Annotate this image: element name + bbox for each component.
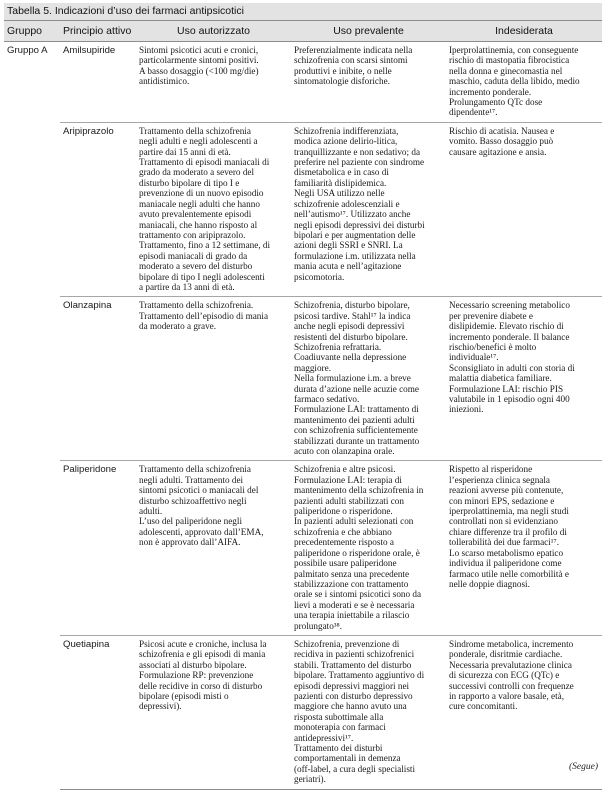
header-prevalent-use: Uso prevalente [291,21,446,42]
table-row [4,461,602,636]
undesired-cell: Necessario screening metabolico per prevenire diabete e dislipidemie. Elevato rischio di incremento ponderale. Il balance rischio/benefici è molto individuale¹⁷. Sconsigliato in adulti con storia di malattia diabetica familiare. Formulazione LAI: rischio PIS valutabile in 1 episodio ogni 400 iniezioni. [446,297,602,461]
table-caption: Tabella 5. Indicazioni d’uso dei farmaci antipsicotici [4,3,602,20]
antipsychotics-table [4,20,602,790]
undesired-cell: Sindrome metabolica, incremento ponderale, disritmie cardiache. Necessaria prevalutazione clinica di sicurezza con ECG (QTc) e successivi controlli con frequenze in rapporto a valore basale, età, cure concomitanti. [446,635,602,789]
undesired-cell: Rischio di acatisia. Nausea e vomito. Basso dosaggio può causare agitazione e ansia. [446,122,602,297]
undesired-cell: Iperprolattinemia, con conseguente rischio di mastopatia fibrocistica nella donna e ginecomastia nel maschio, caduta della libido, medio incremento ponderale. Prolungamento QTc dose dipendente¹⁷. [446,42,602,123]
continuation-note: (Segue) [568,762,598,772]
prevalent-use-cell: Schizofrenia, disturbo bipolare, psicosi tardive. Stahl¹⁷ la indica anche negli episodi depressivi resistenti del disturbo bipolare. Schizofrenia refrattaria. Coadiuvante nella depressione maggiore. Nella formulazione i.m. a breve durata d’azione nelle acuzie come farmaco sedativo. Formulazione LAI: trattamento di mantenimento dei pazienti adulti con schizofrenia sufficientemente stabilizzati durante un trattamento acuto con olanzapina orale. [291,297,446,461]
prevalent-use-cell: Schizofrenia e altre psicosi. Formulazione LAI: terapia di mantenimento della schizofrenia in pazienti adulti stabilizzati con paliperidone o risperidone. In pazienti adulti selezionati con schizofrenia e che abbiano precedentemente risposto a paliperidone o risperidone orale, è possibile usare paliperidone palmitato senza una precedente stabilizzazione con trattamento orale se i sintomi psicotici sono da lievi a moderati e se è necessaria una terapia iniettabile a rilascio prolungato³⁸. [291,461,446,636]
table-row [4,635,602,789]
header-drug: Principio attivo [60,21,136,42]
header-row [4,21,602,42]
prevalent-use-cell: Preferenzialmente indicata nella schizofrenia con scarsi sintomi produttivi e inibite, o nelle sintomatologie disforiche. [291,42,446,123]
document [4,3,602,790]
table-row [4,297,602,461]
drug-name: Amilsupiride [60,42,136,123]
authorized-use-cell: Trattamento della schizofrenia negli adulti e negli adolescenti a partire dai 15 anni di età. Trattamento di episodi maniacali di grado da moderato a severo del disturbo bipolare di tipo I e prevenzione di un nuovo episodio maniacale negli adulti che hanno avuto prevalentemente episodi maniacali, che hanno risposto al trattamento con aripiprazolo. Trattamento, fino a 12 settimane, di episodi maniacali di grado da moderato a severo del disturbo bipolare di tipo I negli adolescenti a partire da 13 anni di età. [136,122,291,297]
table-row [4,42,602,123]
authorized-use-cell: Sintomi psicotici acuti e cronici, particolarmente sintomi positivi. A basso dosaggio (<100 mg/die) antidistimico. [136,42,291,123]
authorized-use-cell: Trattamento della schizofrenia. Trattamento dell’episodio di mania da moderato a grave. [136,297,291,461]
authorized-use-cell: Psicosi acute e croniche, inclusa la schizofrenia e gli episodi di mania associati al disturbo bipolare. Formulazione RP: prevenzione delle recidive in corso di disturbo bipolare (episodi misti o depressivi). [136,635,291,789]
authorized-use-cell: Trattamento della schizofrenia negli adulti. Trattamento dei sintomi psicotici o maniacali del disturbo schizoaffettivo negli adulti. L’uso del paliperidone negli adolescenti, approvato dall’EMA, non è approvato dall’AIFA. [136,461,291,636]
prevalent-use-cell: Schizofrenia, prevenzione di recidiva in pazienti schizofrenici stabili. Trattamento del disturbo bipolare. Trattamento aggiuntivo di episodi depressivi maggiori nei pazienti con disturbo depressivo maggiore che hanno avuto una risposta subottimale alla monoterapia con farmaci antidepressivi¹⁷. Trattamento dei disturbi comportamentali in demenza (off-label, a cura degli specialisti geriatri). [291,635,446,789]
prevalent-use-cell: Schizofrenia indifferenziata, modica azione delirio-litica, tranquillizzante e non sedativo; da preferire nel paziente con sindrome dismetabolica e in caso di familiarità dislipidemica. Negli USA utilizzo nelle schizofrenie adolescenziali e nell’autismo¹⁷. Utilizzato anche negli episodi depressivi dei disturbi bipolari e per augmentation delle azioni degli SSRI e SNRI. La formulazione i.m. utilizzata nella mania acuta e nell’agitazione psicomotoria. [291,122,446,297]
undesired-cell: Rispetto al risperidone l’esperienza clinica segnala reazioni avverse più contenute, con minori EPS, sedazione e iperprolattinemia, ma negli studi controllati non si evidenziano chiare differenze tra il profilo di tollerabilità dei due farmaci¹⁷. Lo scarso metabolismo epatico individua il paliperidone come farmaco utile nelle comorbilità e nelle doppie diagnosi. [446,461,602,636]
table-row [4,122,602,297]
header-authorized-use: Uso autorizzato [136,21,291,42]
group-cell: Gruppo A [7,45,48,56]
drug-name: Olanzapina [60,297,136,461]
header-undesired: Indesiderata [446,21,602,42]
drug-name: Paliperidone [60,461,136,636]
header-group: Gruppo [4,21,60,42]
drug-name: Quetiapina [60,635,136,789]
drug-name: Aripiprazolo [60,122,136,297]
